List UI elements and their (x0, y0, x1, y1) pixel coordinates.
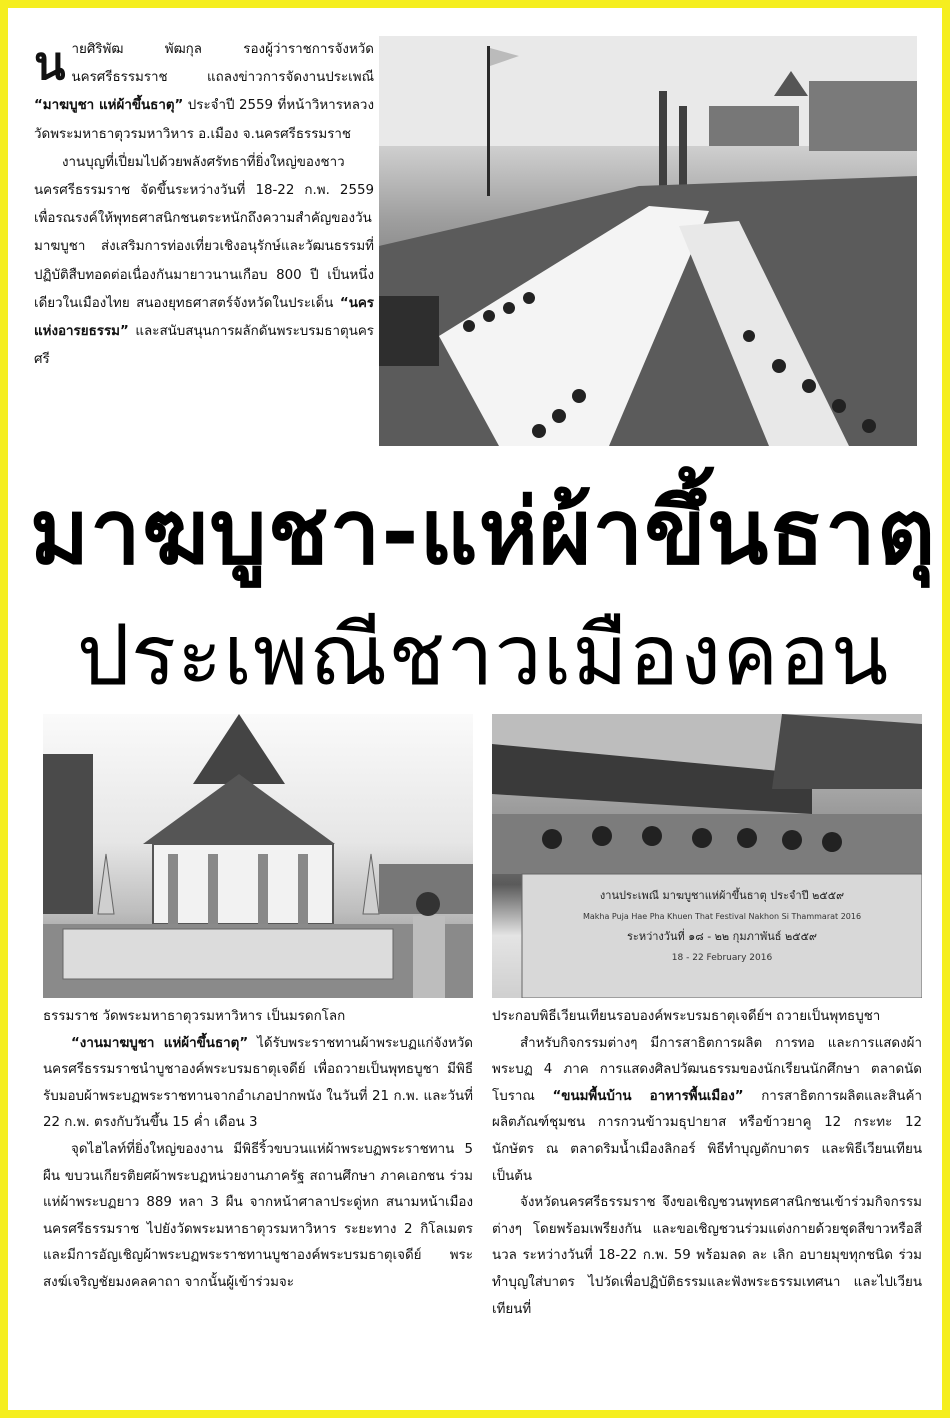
intro-paragraph (34, 36, 374, 149)
woman-figure (416, 892, 440, 916)
body-text-cont: และสนับสนุนการผลักดันพระบรมธาตุนครศรี (34, 324, 374, 368)
cloth-banner (63, 929, 393, 979)
right-column (492, 1004, 922, 1323)
intro-text-cont: ประจำปี 2559 ที่หน้าวิหารหลวง วัดพระมหาธาตุวรมหาวิหาร อ.เมือง จ.นครศรีธรรมราช (34, 98, 374, 142)
temple-building (772, 714, 922, 789)
left-paragraph-1: ธรรมราช วัดพระมหาธาตุวรมหาวิหาร เป็นมรดกโลก (43, 1009, 346, 1024)
left-column (43, 1004, 473, 1297)
procession-illustration (379, 36, 917, 446)
temple-photo (43, 714, 473, 998)
background-trees (809, 81, 917, 151)
headline-main: มาฆบูชา-แห่ผ้าขึ้นธาตุ (29, 480, 937, 585)
banner-line3: ระหว่างวันที่ ๑๘ - ๒๒ กุมภาพันธ์ ๒๕๕๙ (627, 930, 817, 943)
right-paragraph-3: จังหวัดนครศรีธรรมราช จึงขอเชิญชวนพุทธศาสนิกชนเข้าร่วมกิจกรรมต่างๆ โดยพร้อมเพรียงกัน และขอเชิญชวนร่วมแต่งกายด้วยชุดสีขาวหรือสีนวล ระหว่างวันที่ 18-22 ก.พ. 59 พร้อมลด ละ เลิก อบายมุขทุกชนิด ร่วมทำบุญใส่บาตร ไปวัดเพื่อปฏิบัติธรรมและฟังพระธรรมเทศนา และไปเวียนเทียนที่ (492, 1195, 922, 1317)
right-paragraph-2-text: สำหรับกิจกรรมต่างๆ มีการสาธิตการผลิต การทอ และการแสดงผ้าพระบฏ 4 ภาค การแสดงศิลปวัฒนธรรมของนักเรียนนักศึกษา ตลาดนัดโบราณ (492, 1035, 922, 1104)
left-paragraph-2 (43, 1031, 473, 1137)
temple-illustration (43, 714, 473, 998)
city-gate (709, 106, 799, 146)
intro-text: ายศิริพัฒ พัฒกุล รองผู้ว่าราชการจังหวัดนครศรีธรรมราช แถลงข่าวการจัดงานประเพณี (71, 42, 374, 86)
temple-gable (193, 714, 285, 784)
vehicle (379, 296, 439, 366)
event-name-bold: “มาฆบูชา แห่ผ้าขึ้นธาตุ” (34, 98, 184, 114)
body-text: งานบุญที่เปี่ยมไปด้วยพลังศรัทธาที่ยิ่งใหญ่ของชาวนครศรีธรรมราช จัดขึ้นระหว่างวันที่ 18-22 ก.พ. 2559 เพื่อรณรงค์ให้พุทธศาสนิกชนตระหนักถึงความสำคัญของวันมาฆบูชา ส่งเสริมการท่องเที่ยวเชิงอนุรักษ์และวัฒนธรรมที่ปฏิบัติสืบทอดต่อเนื่องกันมายาวนานเกือบ 800 ปี เป็นหนึ่งเดียวในเมืองไทย สนองยุทธศาสตร์จังหวัดในประเด็น (34, 154, 374, 311)
procession-photo (379, 36, 917, 446)
left-paragraph-3: จุดไฮไลท์ที่ยิ่งใหญ่ของงาน มีพิธีริ้วขบวนแห่ผ้าพระบฏพระราชทาน 5 ผืน ขบวนเกียรติยศผ้าพระบฏหน่วยงานภาครัฐ สถานศึกษา ภาคเอกชน ร่วมแห่ผ้าพระบฏยาว 889 หลา 3 ผืน จากหน้าศาลาประดู่หก สนามหน้าเมืองนครศรีธรรมราช ไปยังวัดพระมหาธาตุวรมหาวิหาร ระยะทาง 2 กิโลเมตร และมีการอัญเชิญผ้าพระบฏพระราชทานบูชาองค์พระบรมธาตุเจดีย์ พระสงฆ์เจริญชัยมงคลคาถา จากนั้นผู้เข้าร่วมจะ (43, 1141, 473, 1290)
press-conference-photo (492, 714, 922, 998)
market-bold: “ขนมพื้นบ้าน อาหารพื้นเมือง” (552, 1088, 744, 1104)
banner-line2: Makha Puja Hae Pha Khuen That Festival Nakhon Si Thammarat 2016 (582, 912, 862, 921)
event-name-bold-2: “งานมาฆบูชา แห่ผ้าขึ้นธาตุ” (71, 1035, 249, 1051)
stupa (98, 854, 114, 914)
right-paragraph-1: ประกอบพิธีเวียนเทียนรอบองค์พระบรมธาตุเจดีย์ฯ ถวายเป็นพุทธบูชา (492, 1009, 881, 1024)
banner-line1: งานประเพณี มาฆบูชาแห่ผ้าขึ้นธาตุ ประจำปี ๒๕๕๙ (599, 889, 845, 902)
strategy-bold: “นครแห่งอารยธรรม” (34, 295, 374, 340)
right-paragraph-2 (492, 1031, 922, 1191)
drop-cap: น (34, 36, 66, 90)
flag-pole (487, 46, 490, 196)
intro-column (34, 36, 374, 374)
temple-roof (143, 774, 335, 844)
right-paragraph-2-cont: การสาธิตการผลิตและสินค้าผลิตภัณฑ์ชุมชน การกวนข้าวมธุปายาส หรือข้าวยาคู 12 กระทะ 12 นักษัตร ณ ตลาดริมน้ำเมืองลิกอร์ พิธีทำบุญตักบาตร และพิธีเวียนเทียน เป็นต้น (492, 1088, 922, 1184)
banner-line4: 18 - 22 February 2016 (671, 953, 773, 963)
press-conference-illustration (492, 714, 922, 998)
tree-left (43, 754, 93, 914)
headline-sub: ประเพณีชาวเมืองคอน (76, 606, 890, 704)
left-paragraph-2-text: ได้รับพระราชทานผ้าพระบฏแก่จังหวัดนครศรีธรรมราชนำบูชาองค์พระบรมธาตุเจดีย์ เพื่อถวายเป็นพุทธบูชา มีพิธีรับมอบผ้าพระบฏพระราชทานจากอำเภอปากพนัง ในวันที่ 21 ก.พ. และวันที่ 22 ก.พ. ตรงกับวันขึ้น 15 ค่ำ เดือน 3 (43, 1035, 474, 1131)
body-paragraph (34, 149, 374, 375)
